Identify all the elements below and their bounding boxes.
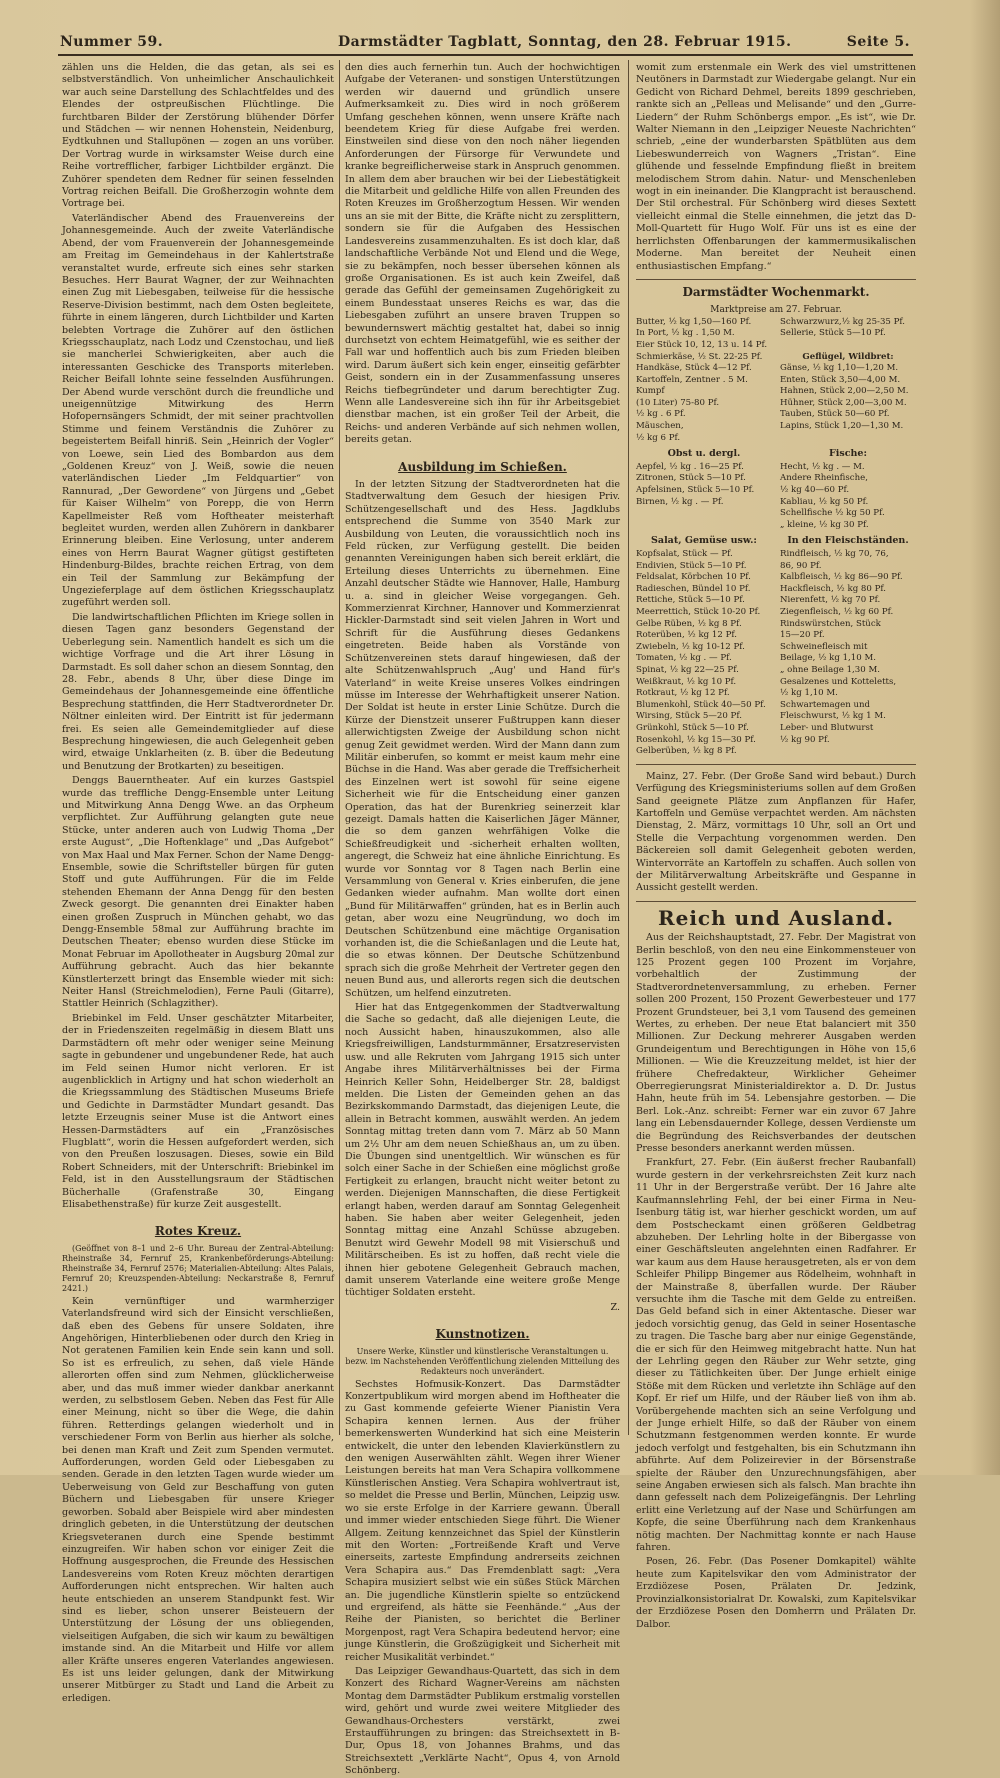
market-price-line: Tauben, Stück 50—60 Pf. bbox=[780, 409, 890, 420]
market-list-fische bbox=[780, 462, 916, 532]
page-header bbox=[60, 30, 910, 56]
article-paragraph: zählen uns die Helden, die das getan, als sei es selbstverständlich. Von unheimlicher Anschaulichkeit war auch seine Darstellung des Schlachtfeldes und des Elendes der ostpreußischen Flüchtlinge. Die furchtbaren Bilder der Zerstörung blühender Dörfer und Städchen — wir nennen Hohenstein, Neidenburg, Eydtkuhnen und Stallupönen — zogen an uns vorüber. Der Vortrag wurde in wirksamster Weise durch eine Reihe vortrefflicher, farbiger Lichtbilder ergänzt. Die Zuhörer spendeten dem Redner für seinen fesselnden Vortrag reichen Beifall. Die Großherzogin wohnte dem Vortrage bei. bbox=[62, 62, 334, 210]
market-price-line: Rotkraut, ½ kg 12 Pf. bbox=[636, 688, 730, 699]
market-price-line: Hackfleisch, ½ kg 80 Pf. bbox=[780, 583, 886, 594]
section-heading-reich: Reich und Ausland. bbox=[657, 905, 895, 930]
header-rule bbox=[58, 54, 913, 56]
market-price-line: Enten, Stück 3,50—4,00 M. bbox=[780, 374, 901, 385]
market-price-line: In Port, ½ kg . 1,50 M. bbox=[636, 328, 735, 339]
article-paragraph: Mainz, 27. Febr. (Der Große Sand wird bebaut.) Durch Verfügung des Kriegsministeriums sollen auf dem Großen Sand geeignete Plätze zum Anpflanzen für Hafer, Kartoffeln und Gemüse verpachtet werden. Am nächsten Dienstag, 2. März, vormittags 10 Uhr, soll an Ort und Stelle die Verpachtung vorgenommen werden. Den Bäckereien soll damit Gelegenheit geboten werden, Wintervorräte an Kartoffeln zu schaffen. Auch sollen von der Militärverwaltung Arbeitskräfte und Gespanne in Aussicht gestellt werden. bbox=[636, 770, 916, 894]
page-edge-shadow bbox=[970, 0, 1000, 1475]
market-subheading-fleisch: In den Fleischständen. bbox=[787, 535, 909, 547]
market-list-salat bbox=[636, 549, 772, 758]
market-subheading-salat: Salat, Gemüse usw.: bbox=[651, 535, 757, 547]
market-price-line: Apfelsinen, Stück 5—10 Pf. bbox=[636, 485, 755, 496]
article-paragraph: Denggs Bauerntheater. Auf ein kurzes Gastspiel wurde das treffliche Dengg-Ensemble unter Leitung und Mitwirkung Anna Dengg Wwe. an das Orpheum verpflichtet. Zur Aufführung gelangten gute neue Stücke, unter anderen auch von Ludwig Thoma „Der erste August“, „Die Hoftenklage“ und „Das Aufgebot“ von Max Haal und Max Ferner. Schon der Name Dengg-Ensemble, sowie die Schriftsteller bürgen für guten Stoff und gute Aufführungen. Für die im Felde stehenden Ehemann der Anna Dengg für den besten Zweck gesorgt. Die genannten drei Einakter haben einen großen Zuspruch in München gehabt, wo das Dengg-Ensemble 58mal zur Aufführung brachte im Deutschen Theater; ebenso wurden diese Stücke im Monat Februar im Apollotheater in Augsburg 20mal zur Aufführung gebracht. Auch das hier bekannte Künstlerterzett bringt das Ensemble wieder mit sich: Neiter Hansl (Streichmelodien), Ferne Pauli (Gitarre), Stattler Heinrich (Schlagzither). bbox=[62, 775, 334, 1010]
article-paragraph: Kein vernünftiger und warmherziger Vaterlandsfreund wird sich der Einsicht verschließen, daß eben des Gebens für unsere Soldaten, ihre Angehörigen, Hinterbliebenen oder durch den Krieg in Not geratenen Familien kein Ende sein kann und soll. So ist es erfreulich, zu sehen, daß viele Hände allerorten offen sind zum Nehmen, glücklicherweise aber, und das muß immer wieder dankbar anerkannt werden, zu selbstlosem Geben. Neben das Fest für Alle einer Meinung, nicht so über die Wege, die dahin führen. Retterdings gelangen wiederholt und in verschiedener Form von Berlin aus hierher als solche, bei denen man Kraft und Zeit zum Spenden vermutet. Aufforderungen, worden Geld oder Liebesgaben zu senden. Gerade in den letzten Tagen wurde wieder um Ueberweisung von Geld zur Beschaffung von guten Büchern und Liebesgaben für unsere Krieger geworben. Sobald aber Beispiele wird aber mindesten dringlich gebeten, in die Unterstützung der deutschen Kriegsveteranen durch eine Spende bestimmt einzugreifen. Wir haben schon vor einiger Zeit die Hoffnung ausgesprochen, die Freunde des Hessischen Landesvereins vom Roten Kreuz möchten derartigen Aufforderungen nicht entsprechen. Wir halten auch heute entschieden an unserem Standpunkt fest. Wir sind es lieber, schon unserer Beisteuern der Unterstützung der Lösung der uns obliegenden, vielseitigen Aufgaben, die sich wir kaum zu bewältigen imstande sind. An die Mitarbeit und Hilfe vor allem aller Kräfte unseres engeren Vaterlandes angewiesen. Es ist uns leider gelungen, dank der Mitwirkung unserer Mitbürger zu Stadt und Land die Arbeit zu erledigen. bbox=[62, 1295, 334, 1704]
article-paragraph: (Geöffnet von 8–1 und 2–6 Uhr. Bureau der Zentral-Abteilung: Rheinstraße 34, Fernruf 25, Krankenbeförderungs-Abteilung: Rheinstraße 34, Fernruf 2576; Materialien-Abteilung: Altes Palais, Fernruf 20; Kreuzspenden-Abteilung: Neckarstraße 8, Fernruf 2421.) bbox=[62, 1243, 334, 1293]
market-price-line: Gelbe Rüben, ½ kg 8 Pf. bbox=[636, 618, 742, 629]
column-1 bbox=[62, 62, 334, 1704]
market-list-right bbox=[780, 317, 916, 445]
market-subheading-fische: Fische: bbox=[829, 448, 867, 460]
market-list-fleisch bbox=[780, 549, 916, 746]
market-price-line: Nierenfett, ½ kg 70 Pf. bbox=[780, 595, 881, 606]
market-price-line: Fleischwurst, ½ kg 1 M. bbox=[780, 711, 886, 722]
column-2 bbox=[345, 62, 620, 1777]
market-price-line: Gelberüben, ½ kg 8 Pf. bbox=[636, 746, 737, 757]
market-price-line: ½ kg 40—60 Pf. bbox=[780, 485, 850, 496]
market-price-line bbox=[780, 340, 916, 352]
market-price-line: Mäuschen, bbox=[636, 421, 684, 432]
market-price-line: Zitronen, Stück 5—10 Pf. bbox=[636, 473, 746, 484]
article-paragraph: In der letzten Sitzung der Stadtverordneten hat die Stadtverwaltung dem Gesuch der hiesigen Priv. Schützengesellschaft und des Hess. Jagdklubs entsprechend die Summe von 3540 Mark zur Ausbildung von Leuten, die voraussichtlich noch ins Feld rücken, zur Verfügung gestellt. Die beiden genannten Vereinigungen haben sich bereit erklärt, die Erteilung dieses Unterrichts zu übernehmen. Eine Anzahl deutscher Städte wie Hannover, Halle, Hamburg u. a. sind in gleicher Weise vorgegangen. Geh. Kommerzienrat Kirchner, Hannover und Kommerzienrat Hickler-Darmstadt sind seit vielen Jahren in Wort und Schrift für die Ausführung dieses Gedankens eingetreten. Beide haben als Vorstände von Schützenvereinen stets darauf hingewiesen, daß der alte Schützenwahlspruch „Aug' und Hand für's Vaterland“ in weite Kreise unseres Volkes eindringen müsse im Interesse der Wehrhaftigkeit unserer Nation. Der Soldat ist heute in erster Linie Schütze. Durch die Kürze der Dienstzeit unserer Fußtruppen kann dieser allerwichtigsten Zweige der Ausbildung schon nicht genug Zeit gewidmet werden. Wird der Mann dann zum Militär einberufen, so kommt er meist kaum mehr eine Büchse in die Hand. Was aber gerade die Treffsicherheit des Einzelnen wert ist sowohl für seine eigene Sicherheit wie für die Entscheidung einer ganzen Operation, das hat der Burenkrieg seinerzeit klar gezeigt. Damals hatten die Kaiserlichen Jäger Männer, die so dem ganzen wehrfähigen Volke die Schießfreudigkeit und -sicherheit erhalten wollten, angeregt, die Schweiz hat eine ähnliche Einrichtung. Es wurde vor Sonntag vor 8 Tagen nach Berlin eine Versammlung von General v. Kries einberufen, die jene Gedanken wieder aufnahm. Man wollte dort einen „Bund für Militärwaffen“ gründen, hat es in Berlin auch getan, aber wozu eine Neugründung, wo doch im Deutschen Schützenbund eine mächtige Organisation vorhanden ist, die die Schießanlagen und die Leute hat, die so etwas können. Der Deutsche Schützenbund sprach sich die große Mehrheit der Vertreter gegen den neuen Bund aus, und allerorts regen sich die deutschen Schützen, um helfend einzutreten. bbox=[345, 479, 620, 999]
market-date: Marktpreise am 27. Februar. bbox=[710, 305, 842, 316]
column-divider-1 bbox=[339, 60, 340, 1435]
market-price-line: ½ kg 6 Pf. bbox=[636, 432, 681, 443]
market-price-line: Birnen, ½ kg . — Pf. bbox=[636, 496, 724, 507]
market-price-line: Schellfische ½ kg 50 Pf. bbox=[780, 508, 885, 519]
market-price-line: Wirsing, Stück 5—20 Pf. bbox=[636, 711, 742, 722]
market-price-line: Spinat, ½ kg 22—25 Pf. bbox=[636, 664, 739, 675]
market-price-line: ½ kg 1,10 M. bbox=[780, 688, 838, 699]
market-price-line: Leber- und Blutwurst bbox=[780, 722, 874, 733]
market-subheading-obst: Obst u. dergl. bbox=[667, 448, 741, 460]
market-price-line: Schwarzwurz,½ kg 25-35 Pf. bbox=[780, 316, 906, 327]
market-price-line: Zwiebeln, ½ kg 10-12 Pf. bbox=[636, 641, 745, 652]
article-paragraph: Das Leipziger Gewandhaus-Quartett, das sich in dem Konzert des Richard Wagner-Vereins am nächsten Montag dem Darmstädter Publikum erstmalig vorstellen wird, gehört und wurde zwei weitere Mitglieder des Gewandhaus-Orchesters verstärkt, zwei Erstaufführungen zu bringen: das Streichsextett in B-Dur, Opus 18, von Johannes Brahms, und das Streichsextett „Verklärte Nacht“, Opus 4, von Arnold Schönberg. bbox=[345, 1665, 620, 1777]
article-paragraph: Sechstes Hofmusik-Konzert. Das Darmstädter Konzertpublikum wird morgen abend im Hoftheater die zu Gast kommende gefeierte Wiener Pianistin Vera Schapira kennen lernen. Aus der früher bemerkenswerten Wunderkind hat sich eine Meisterin entwickelt, die unter den lebenden Klavierkünstlern zu den wenigen Auserwählten zählt. Wegen ihrer Wiener Leistungen bereits hat man Vera Schapira vollkommene Künstlerischen Anstieg. Vera Schapira wohlvertraut ist, so meldet die Presse und Berlin, München, Leipzig usw. wo sie erste Erfolge in der Karriere gewann. Überall und immer wieder entschieden Siege führt. Die Wiener Allgem. Zeitung kennzeichnet das Spiel der Künstlerin mit den Worten: „Fortreißende Kraft und Verve einerseits, zarteste Empfindung andrerseits zeichnen Vera Schapira aus.“ Das Fremdenblatt sagt: „Vera Schapira musiziert selbst wie ein süßes Stück Märchen an. Die jugendliche Künstlerin spielte so entzückend und ergreifend, als hätte sie Feenhände.“ „Aus der Reihe der Pianisten, so berichtet die Berliner Morgenpost, ragt Vera Schapira bedeutend hervor; eine junge Künstlerin, die Großzügigkeit und Sicherheit mit reicher Musikalität verbindet.“ bbox=[345, 1378, 620, 1663]
article-signature: Z. bbox=[610, 1301, 620, 1313]
market-price-line: Weißkraut, ½ kg 10 Pf. bbox=[636, 676, 737, 687]
market-price-line: Rindswürstchen, Stück bbox=[780, 618, 881, 629]
market-price-line: Kalbfleisch, ½ kg 86—90 Pf. bbox=[780, 572, 903, 583]
market-list-left bbox=[636, 317, 772, 445]
market-price-line: Eier Stück 10, 12, 13 u. 14 Pf. bbox=[636, 339, 768, 350]
market-price-line: Handkäse, Stück 4—12 Pf. bbox=[636, 363, 752, 374]
market-price-line: Kabliau, ½ kg 50 Pf. bbox=[780, 496, 869, 507]
market-price-line: Gänse, ½ kg 1,10—1,20 M. bbox=[780, 363, 899, 374]
market-price-line: „ kleine, ½ kg 30 Pf. bbox=[780, 519, 869, 530]
market-price-line: ½ kg . 6 Pf. bbox=[636, 409, 686, 420]
market-price-line: Kopfsalat, Stück — Pf. bbox=[636, 549, 733, 559]
market-price-line: Grünkohl, Stück 5—10 Pf. bbox=[636, 722, 749, 733]
section-divider bbox=[636, 764, 916, 765]
section-heading-rotes-kreuz: Rotes Kreuz. bbox=[154, 1224, 242, 1239]
issue-number: Nummer 59. bbox=[60, 34, 164, 50]
editorial-note: Unsere Werke, Künstler und künstlerische Veranstaltungen u. bezw. im Nachstehenden Veröffentlichung zielenden Mitteilung des Redakteurs noch unverändert. bbox=[345, 1346, 620, 1376]
article-paragraph: Die landwirtschaftlichen Pflichten im Kriege sollen in diesen Tagen ganz besonders Gegenstand der Ueberlegung sein. Namentlich handelt es sich um die wichtige Vorfrage und die Art ihrer Lösung in Darmstadt. Es soll daher schon an diesem Sonntag, den 28. Febr., abends 8 Uhr, über diese Dinge im Gemeindehaus der Johannesgemeinde eine öffentliche Besprechung stattfinden, die Herr Stadtverordneter Dr. Nöltner einleiten wird. Der Eintritt ist für jedermann frei. Es seien alle Gemeindemitglieder auf diese Besprechung hingewiesen, die auch Gelegenheit geben wird, etwaige Unklarheiten (z. B. über die Bedeutung und Benutzung der Brotkarten) zu beseitigen. bbox=[62, 611, 334, 772]
market-price-line: Schmierkäse, ½ St. 22-25 Pf. bbox=[636, 351, 763, 362]
market-price-line: Beilage, ½ kg 1,10 M. bbox=[780, 653, 876, 664]
column-3 bbox=[636, 62, 916, 1630]
market-price-line: Sellerie, Stück 5—10 Pf. bbox=[780, 328, 886, 339]
market-price-line: Roterüben, ½ kg 12 Pf. bbox=[636, 630, 737, 641]
market-price-line: Kartoffeln, Zentner . 5 M. bbox=[636, 374, 748, 385]
column-divider-2 bbox=[628, 60, 629, 1435]
article-paragraph: Hier hat das Entgegenkommen der Stadtverwaltung die Sache so gedacht, daß alle diejenigen Leute, die noch Aussicht haben, hinauszukommen, also alle Kriegsfreiwilligen, Landsturmmänner, Ersatzreservisten usw. und alle Rekruten vom Jahrgang 1915 sich unter Angabe ihres Militärverhältnisses bei der Firma Heinrich Keller Sohn, Heidelberger Str. 28, baldigst melden. Die Listen der Gemeinden gehen an das Bezirkskommando Darmstadt, das diejenigen Leute, die allein in Betracht kommen, auswählt werden. An jedem Sonntag mittag treten dann vom 7. März ab 50 Mann um 2½ Uhr am dem neuen Schießhaus an, um zu üben. Die Übungen sind unentgeltlich. Wir wünschen es für solch einer Sache in der Schießen eine möglichst große Fertigkeit zu erlangen, braucht nicht weiter betont zu werden. Diejenigen Mannschaften, die diese Fertigkeit erlangt haben, werden darauf am Sonntag Gelegenheit haben. Sie haben aber weiter Gelegenheit, jeden Sonntag mittag eine Anzahl Schüsse abzugeben. Benutzt wird Gewehr Modell 98 mit Visierschuß und Militärscheiben. Es ist zu hoffen, daß recht viele die ihnen hier gebotene Gelegenheit Gebrauch machen, damit unserem Vaterlande eine weitere große Menge tüchtiger Soldaten ersteht. bbox=[345, 1002, 620, 1299]
market-price-line: Tomaten, ½ kg . — Pf. bbox=[636, 653, 732, 664]
market-price-line: Ziegenfleisch, ½ kg 60 Pf. bbox=[780, 606, 894, 617]
newspaper-title: Darmstädter Tagblatt, Sonntag, den 28. Februar 1915. bbox=[338, 34, 792, 50]
market-price-line: Rettiche, Stück 5—10 Pf. bbox=[636, 595, 745, 606]
market-prices-middle bbox=[636, 444, 916, 531]
article-paragraph: womit zum erstenmale ein Werk des viel umstrittenen Neutöners in Darmstadt zur Wiedergabe gelangt. Nur ein Gedicht von Richard Dehmel, bereits 1899 geschrieben, rankte sich an „Pelleas und Melisande“ und den „Gurre-Liedern“ der Ruhm Schönbergs empor. „Es ist“, wie Dr. Walter Niemann in den „Leipziger Neueste Nachrichten“ schrieb, „eine der wunderbarsten Spätblüten aus dem Liebeswunderreich von Wagners „Tristan“. Eine glühende und fesselnde Empfindung fließt in breitem melodischem Strom dahin. Natur- und Menschenleben wogt in ein ineinander. Die Klangpracht ist berauschend. Der Stil orchestral. Für Schönberg wird dieses Sextett vielleicht einmal die Stelle einnehmen, die jetzt das D-Moll-Quartett für Hugo Wolf. Für uns ist es eine der herrlichsten Offenbarungen der kammermusikalischen Moderne. Man bereitet der Neuheit einen enthusiastischen Empfang.“ bbox=[636, 62, 916, 272]
market-prices-top bbox=[636, 317, 916, 445]
market-price-line: ½ kg 90 Pf. bbox=[780, 734, 830, 745]
market-price-line: Schweinefleisch mit bbox=[780, 641, 868, 652]
market-price-line: Meerrettich, Stück 10-20 Pf. bbox=[636, 606, 761, 617]
market-price-line: (10 Liter) 75-80 Pf. bbox=[636, 397, 720, 408]
market-list-obst bbox=[636, 462, 772, 508]
market-price-line: „ ohne Beilage 1,30 M. bbox=[780, 664, 880, 675]
market-price-line: Andere Rheinfische, bbox=[780, 473, 868, 484]
market-price-line: Hühner, Stück 2,00—3,00 M. bbox=[780, 397, 907, 408]
article-paragraph: Frankfurt, 27. Febr. (Ein äußerst frecher Raubanfall) wurde gestern in der verkehrsreichsten Zeit kurz nach 11 Uhr in der Bergerstraße verübt. Der 16 Jahre alte Kaufmannslehrling Fehl, der bei einer Firma in Neu-Isenburg tätig ist, war hierher geschickt worden, um auf dem Postscheckamt einen größeren Geldbetrag abzuheben. Der Lehrling holte in der Bibergasse von einer Geschäftsleuten angelehnten einen Radfahrer. Er war kaum aus dem Hause herausgetreten, als er von dem Schleifer Philipp Bingemer aus Rödelheim, wohnhaft in der Mainstraße 8, überfallen wurde. Der Räuber versuchte ihm die Tasche mit dem Gelde zu entreißen. Das Geld befand sich in einer Aktentasche. Dieser war jedoch vorsichtig genug, das Geld in seiner Hosentasche zu tragen. Die Tasche barg aber nur einige Gegenstände, die er sich für den Heimweg mitgebracht hatte. Nun hat der Lehrling gegen den Räuber zur Wehr setzte, ging dieser zu Tätlichkeiten über. Der Junge erhielt einige Stöße mit dem Rücken und verletzte ihn Schläge auf den Kopf. Er rief um Hilfe, und der Räuber ließ von ihm ab. Vorübergehende machten sich an seine Verfolgung und der Junge erhielt Hilfe, so daß der Räuber von einem Schutzmann festgenommen werden konnte. Er wurde jedoch verfolgt und festgehalten, bis ein Schutzmann ihn abführte. Auf dem Polizeirevier in der Börsenstraße spielte der Räuber den Unzurechnungsfähigen, aber seine Angaben erwiesen sich als falsch. Man brachte ihn dann gefesselt nach dem Polizeigefängnis. Der Lehrling erlitt eine Verletzung auf der Nase und Schürfungen am Kopfe, die seine Überführung nach dem Krankenhaus nötig machten. Der Nachmittag konnte er nach Hause fahren. bbox=[636, 1157, 916, 1554]
page-number: Seite 5. bbox=[846, 34, 910, 50]
article-paragraph: Briebinkel im Feld. Unser geschätzter Mitarbeiter, der in Friedenszeiten regelmäßig in diesem Blatt uns Darmstädtern oft mehr oder weniger seine Meinung sagte in gebundener und ungebundener Rede, hat auch im Feld seinen Humor nicht verloren. Er ist augenblicklich in Artigny und hat schon wiederholt an die Kriegssammlung des Städtischen Museums Briefe und Gedichte in Darmstädter Mundart gesandt. Das letzte Erzeugnis seiner Muse ist die Antwort eines Hessen-Darmstädters auf ein „Französisches Flugblatt“, worin die Hessen aufgefordert werden, sich von den Preußen loszusagen. Dieses, sowie ein Bild Robert Schneiders, mit der Unterschrift: Briebinkel im Feld, ist in den Ausstellungsraum der Städtischen Bücherhalle (Grafenstraße 30, Eingang Elisabethenstraße) für kurze Zeit ausgestellt. bbox=[62, 1012, 334, 1210]
market-price-line: Blumenkohl, Stück 40—50 Pf. bbox=[636, 699, 766, 710]
market-price-line: Hecht, ½ kg . — M. bbox=[780, 461, 865, 472]
market-price-line: Aepfel, ½ kg . 16—25 Pf. bbox=[636, 461, 744, 472]
market-price-line: Gesalzenes und Kotteletts, bbox=[780, 676, 897, 687]
article-paragraph: den dies auch fernerhin tun. Auch der hochwichtigen Aufgabe der Veteranen- und sonstigen Unterstützungen werden wir dauernd und gründlich unsere Aufmerksamkeit zu. Dies wird in noch größerem Umfang geschehen können, wenn unsere Kräfte nach beendetem Krieg für diese Aufgabe frei werden. Einstweilen sind diese von den noch näher liegenden Anforderungen der Fürsorge für Verwundete und kranke begreiflicherweise stark in Anspruch genommen. In allem dem aber brauchen wir bei der Liebestätigkeit die Mitarbeit und geldliche Hilfe von allen Freunden des Roten Kreuzes im Großherzogtum Hessen. Wir wenden uns an sie mit der Bitte, die Kräfte nicht zu zersplittern, sondern sie für die Aufgaben des Hessischen Landesvereins zusammenzuhalten. Es ist doch klar, daß landschaftliche Verbände Not und Elend und die Wege, sie zu bekämpfen, noch besser übersehen können als große Organisationen. Es ist auch kein Zweifel, daß gerade das Gefühl der gemeinsamen Zugehörigkeit zu einem Bundesstaat unseres Reichs es war, das die Liebesgaben zuführt an unsere braven Truppen so bewundernswert mächtig gestaltet hat, dabei so innig durchsetzt von echtem Heimatgefühl, wie es seither der Fall war und hoffentlich auch bis zum Frieden bleiben wird. Darum äußert sich kein enger, einseitig gefärbter Geist, sondern ein in der Zusammenfassung unseres Reichs tiefbegründeter und darum berechtigter Zug. Wenn alle Landesvereine sich ihn für ihr Arbeitsgebiet dienstbar machen, ist ein großer Teil der Arbeit, die Reichs- und anderen Verbände auf sich nehmen wollen, bereits getan. bbox=[345, 62, 620, 446]
market-price-line: Feldsalat, Körbchen 10 Pf. bbox=[636, 572, 751, 583]
market-price-line: Geflügel, Wildbret: bbox=[802, 351, 894, 362]
market-price-line: 15—20 Pf. bbox=[780, 630, 825, 641]
market-price-line: Kumpf bbox=[636, 386, 665, 397]
section-divider bbox=[636, 279, 916, 280]
market-price-line: Endivien, Stück 5—10 Pf. bbox=[636, 560, 747, 571]
section-heading-schiessen: Ausbildung im Schießen. bbox=[398, 459, 567, 474]
section-heading-market: Darmstädter Wochenmarkt. bbox=[682, 284, 870, 299]
article-paragraph: Vaterländischer Abend des Frauenvereins der Johannesgemeinde. Auch der zweite Vaterländische Abend, der vom Frauenverein der Johannesgemeinde am Freitag im Gemeindehaus in der Kahlertstraße veranstaltet wurde, erfreute sich eines sehr starken Besuches. Herr Baurat Wagner, der zur Weihnachten einen Zug mit Liebesgaben, teilweise für die hessische Reserve-Division bestimmt, nach dem Osten begleitete, führte in einem längeren, durch Lichtbilder und Karten belebten Vortrage die Zuhörer auf den östlichen Kriegsschauplatz, nach Lodz und Czenstochau, und ließ sie mancherlei Schwierigkeiten, aber auch die interessanten Geschicke des Transports miterleben. Reicher Beifall lohnte seine fesselnden Ausführungen. Der Abend wurde verschönt durch die freundliche und uneigennützige Mitwirkung des Herrn Hofopernsängers Schmidt, der mit seiner prachtvollen Stimme und feinem Verständnis die Zuhörer zu begeistertem Beifall hinriß. Sein „Heinrich der Vogler“ von Loewe, sein Lied des Bombardon aus dem „Goldenen Kreuz“ von J. Weiß, sowie die neuen vaterländischen Lieder „Im Feldquartier“ von Rannurad, „Der Gewordene“ von Jürgens und „Gebet für Kaiser Wilhelm“ von Porepp, die von Herrn Kapellmeister Reß vom Hoftheater meisterhaft begleitet wurden, werden allen Zuhörern in dankbarer Erinnerung bleiben. Eine Verlosung, unter anderem eines von Herrn Baurat Wagner gütigst gestifteten Hindenburg-Bildes, brachte reichen Ertrag, von dem ein Teil der Sammlung zur Bekämpfung der Ungezieferplage auf dem östlichen Kriegsschauplatz zugeführt werden soll. bbox=[62, 212, 334, 609]
market-price-line: Hahnen, Stück 2,00—2,50 M. bbox=[780, 386, 909, 397]
market-price-line: Rosenkohl, ½ kg 15—30 Pf. bbox=[636, 734, 756, 745]
market-price-line: Lapins, Stück 1,20—1,30 M. bbox=[780, 421, 904, 432]
market-price-line: Schwartemagen und bbox=[780, 699, 871, 710]
market-price-line: Butter, ½ kg 1,50—160 Pf. bbox=[636, 316, 752, 327]
market-prices-bottom bbox=[636, 531, 916, 757]
market-price-line: 86, 90 Pf. bbox=[780, 560, 822, 571]
section-divider bbox=[636, 901, 916, 902]
article-paragraph: Aus der Reichshauptstadt, 27. Febr. Der Magistrat von Berlin beschloß, von den neu eine Einkommensteuer von 125 Prozent gegen 100 Prozent im Vorjahre, vorbehaltlich der Zustimmung der Stadtverordnetenversammlung, zu erheben. Ferner sollen 200 Prozent, 150 Prozent Gewerbesteuer und 177 Prozent Grundsteuer, bei 3,1 vom Tausend des gemeinen Wertes, zu erheben. Der neue Etat balanciert mit 350 Millionen. Zur Deckung mehrerer Ausgaben werden Grundeigentum und Berechtigungen in Höhe von 15,6 Millionen. — Wie die Kreuzzeitung meldet, ist hier der frühere Chefredakteur, Wirklicher Geheimer Oberregierungsrat Ministerialdirektor a. D. Dr. Justus Hahn, heute früh im 54. Lebensjahre gestorben. — Die Berl. Lok.-Anz. schreibt: Ferner war ein zuvor 67 Jahre lang ein Lebensdauernder Kollege, dessen Verdienste um die Begründung des Reichsverbandes der deutschen Presse besonders anerkannt werden müssen. bbox=[636, 932, 916, 1155]
article-paragraph: Posen, 26. Febr. (Das Posener Domkapitel) wählte heute zum Kapitelsvikar den vom Administrator der Erzdiözese Posen, Prälaten Dr. Jedzink, Provinzialkonsistorialrat Dr. Kowalski, zum Kapitelsvikar der Erzdiözese Posen den Domherrn und Prälaten Dr. Dalbor. bbox=[636, 1556, 916, 1630]
section-heading-kunst: Kunstnotizen. bbox=[435, 1327, 530, 1342]
market-price-line: Radieschen, Bündel 10 Pf. bbox=[636, 583, 751, 594]
market-price-line: Rindfleisch, ½ kg 70, 76, bbox=[780, 549, 889, 559]
